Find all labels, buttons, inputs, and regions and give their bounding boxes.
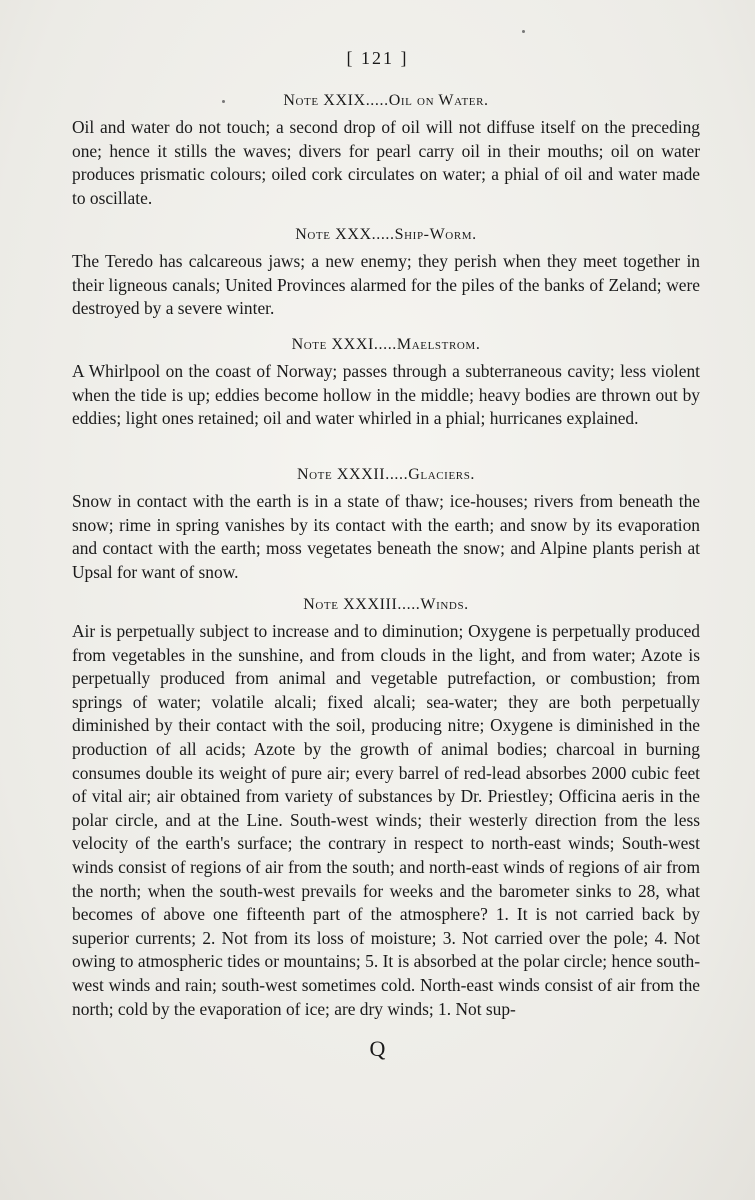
note-text: Snow in contact with the earth is in a state of thaw; ice-houses; rivers from beneath the snow; rime in spring vanishes by its contact with the earth; and snow by its evaporation and contact with the earth; moss vegetates beneath the snow; and Alpine plants perish at Upsal for want of snow. <box>72 491 700 582</box>
note-text: The Teredo has calcareous jaws; a new enemy; they perish when they meet together in their ligneous canals; United Provinces alarmed for the piles of the banks of Zeland; were destroyed by a severe winter. <box>72 251 700 319</box>
note-glaciers <box>72 466 700 584</box>
catchword: Q <box>369 1036 386 1061</box>
note-winds <box>72 596 700 1021</box>
note-heading: Note XXXII.....Glaciers. <box>296 466 476 483</box>
note-maelstrom <box>72 336 700 431</box>
note-text: A Whirlpool on the coast of Norway; passes through a subterraneous cavity; less violent when the tide is up; eddies become hollow in the middle; heavy bodies are thrown out by eddies; light ones retained; oil and water whirled in a phial; hurricanes explained. <box>72 361 700 429</box>
note-heading: Note XXIX.....Oil on Water. <box>283 92 489 109</box>
page-number: [ 121 ] <box>346 48 409 68</box>
note-ship-worm <box>72 226 700 321</box>
note-text: Oil and water do not touch; a second drop of oil will not diffuse itself on the preceding one; hence it stills the waves; divers for pearl carry oil in their mouths; oil on water produces prismatic colours; oiled cork circulates on water; a phial of oil and water made to oscillate. <box>72 117 700 208</box>
note-oil-on-water <box>72 92 700 210</box>
note-heading: Note XXXIII.....Winds. <box>303 596 469 613</box>
note-heading: Note XXXI.....Maelstrom. <box>291 336 481 353</box>
note-heading: Note XXX.....Ship-Worm. <box>295 226 477 243</box>
print-speck <box>522 30 525 33</box>
note-text: Air is perpetually subject to increase and to diminution; Oxygene is perpetually produced from vegetables in the sunshine, and from clouds in the light, and from water; Azote is perpetually produced from animal and vegetable putrefaction, or combustion; from springs of water; volatile alcali; fixed alcali; sea-water; they are both perpetually diminished by their contact with the soil, producing nitre; Oxygene is diminished in the production of all acids; Azote by the growth of animal bodies; charcoal in burning consumes double its weight of pure air; every barrel of red-lead absorbes 2000 cubic feet of vital air; air obtained from variety of substances by Dr. Priestley; Officina aeris in the polar circle, and at the Line. South-west winds; their westerly direction from the less velocity of the earth's surface; the contrary in respect to north-east winds; South-west winds consist of regions of air from the south; and north-east winds of regions of air from the north; when the south-west prevails for weeks and the barometer sinks to 28, what becomes of above one fifteenth part of the atmosphere? 1. It is not carried back by superior currents; 2. Not from its loss of moisture; 3. Not carried over the pole; 4. Not owing to atmospheric tides or mountains; 5. It is absorbed at the polar circle; hence south-west winds and rain; south-west sometimes cold. North-east winds consist of air from the north; cold by the evaporation of ice; are dry winds; 1. Not sup- <box>72 621 700 1019</box>
